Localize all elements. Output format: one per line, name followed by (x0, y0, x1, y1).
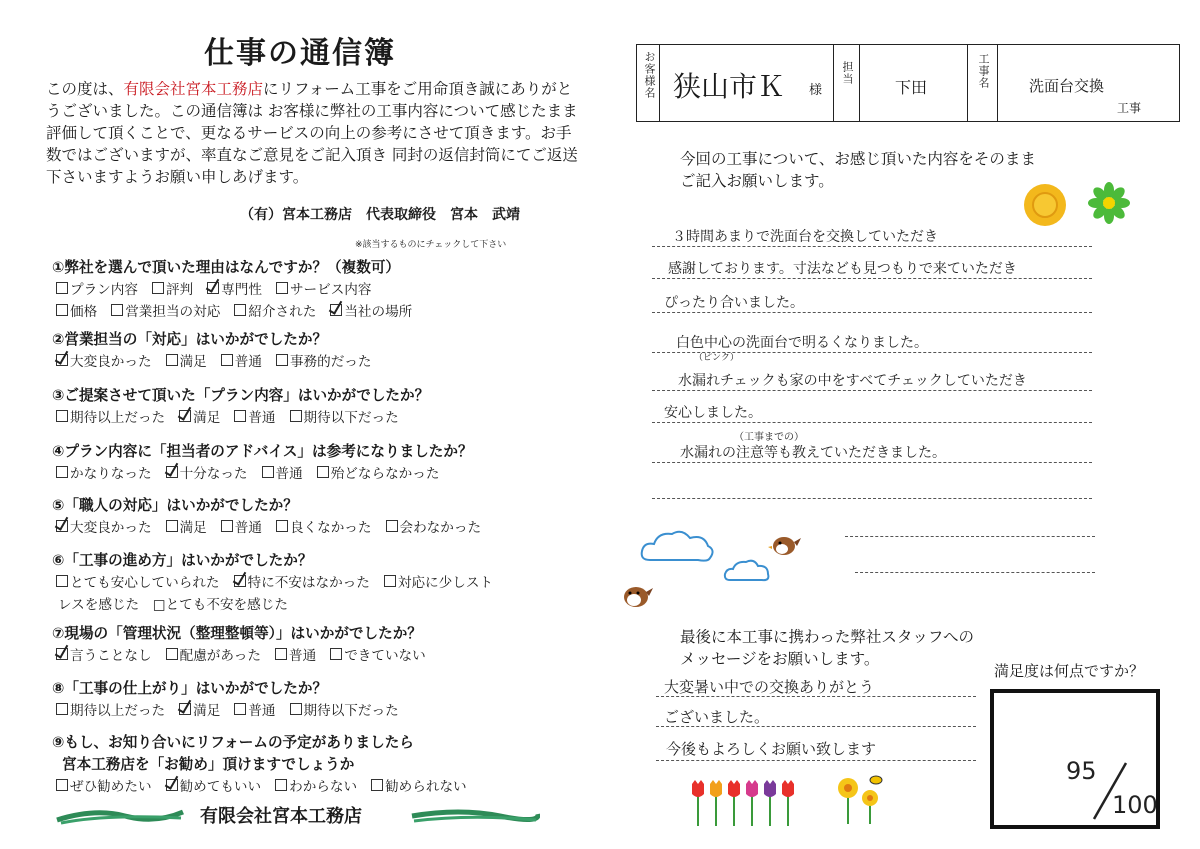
comment-line: ぴったり合いました。 (664, 295, 804, 311)
question-text: ⑥「工事の進め方」はいかがでしたか？ (52, 552, 313, 569)
option-label: 満足 (179, 354, 207, 370)
checkbox[interactable] (56, 282, 68, 294)
checkbox[interactable] (56, 779, 68, 791)
option-label: 満足 (179, 520, 207, 536)
question-text: ④プラン内容に「担当者のアドバイス」は参考になりましたか？ (52, 443, 473, 460)
option-row (56, 300, 412, 320)
option-item[interactable] (234, 300, 316, 320)
checkbox[interactable] (290, 703, 302, 715)
option-item[interactable] (56, 699, 165, 719)
option-label: 言うことなし (70, 648, 152, 664)
checkbox[interactable] (221, 354, 233, 366)
option-label: 当社の場所 (344, 304, 413, 320)
option-item[interactable] (330, 300, 412, 320)
option-item[interactable] (56, 406, 165, 426)
option-item[interactable] (221, 350, 262, 370)
option-item[interactable] (221, 516, 262, 536)
option-item[interactable] (166, 775, 262, 795)
intro-body: にリフォーム工事をご用命頂き誠にありがとうございました。この通信簿は お客様に弊社の工事内容について感じたまま評価して頂くことで、更なるサービスの向上の参考にさせて頂きます。お手数ではございますが、率直なご意見をご記入頂き 同封の返信封筒にてご返送下さいますようお願い申しあげます。 (46, 80, 578, 186)
option-label: わからない (289, 779, 358, 795)
option-item[interactable] (152, 278, 193, 298)
checkbox[interactable] (384, 575, 396, 587)
checkbox[interactable] (179, 703, 191, 715)
option-row (56, 462, 439, 482)
checkbox[interactable] (166, 779, 178, 791)
option-item[interactable] (56, 571, 220, 591)
checkbox[interactable] (166, 354, 178, 366)
checkbox[interactable] (386, 520, 398, 532)
option-item[interactable] (330, 644, 426, 664)
checkbox[interactable] (56, 703, 68, 715)
comment-line: ３時間あまりで洗面台を交換していただき (672, 229, 938, 245)
option-row (56, 644, 426, 664)
option-row (56, 350, 372, 370)
option-wrap-line: レスを感じた □とても不安を感じた (58, 597, 288, 613)
customer-label: お客様名 (643, 51, 656, 99)
option-label: 期待以上だった (70, 410, 166, 426)
option-label: できていない (344, 648, 426, 664)
bird-icon (768, 532, 802, 562)
option-item[interactable] (275, 644, 316, 664)
brush-stroke-right (410, 806, 540, 830)
option-item[interactable] (317, 462, 440, 482)
option-label: 紹介された (248, 304, 317, 320)
rating-value: 95 (1066, 757, 1097, 785)
checkbox[interactable] (207, 282, 219, 294)
checkbox[interactable] (56, 575, 68, 587)
work-name: 洗面台交換 (1029, 77, 1105, 95)
option-label: 期待以下だった (303, 703, 399, 719)
header-table (636, 44, 1180, 122)
option-item[interactable] (386, 516, 482, 536)
checkbox[interactable] (290, 410, 302, 422)
checkbox[interactable] (56, 520, 68, 532)
option-item[interactable] (166, 462, 248, 482)
message-prompt: 最後に本工事に携わった弊社スタッフへの メッセージをお願いします。 (680, 628, 975, 668)
option-item[interactable] (56, 278, 138, 298)
comment-line: 水漏れの注意等も教えていただきました。 (680, 445, 946, 461)
option-label: 対応に少しスト (397, 575, 494, 591)
checkbox[interactable] (234, 703, 246, 715)
checkbox[interactable] (152, 282, 164, 294)
checkbox[interactable] (234, 575, 246, 587)
option-label: 普通 (248, 410, 276, 426)
option-item[interactable] (56, 644, 152, 664)
option-item[interactable] (179, 406, 220, 426)
option-label: 専門性 (221, 282, 262, 298)
question-text: ⑤「職人の対応」はいかがでしたか？ (52, 497, 298, 514)
option-label: 事務的だった (289, 354, 372, 370)
check-note: ※該当するものにチェックして下さい (355, 240, 507, 250)
rating-max: 100 (1112, 791, 1158, 819)
question-text: ⑧「工事の仕上がり」はいかがでしたか？ (52, 680, 328, 697)
option-item[interactable] (384, 571, 493, 591)
option-label: 良くなかった (289, 520, 372, 536)
option-label: 評判 (165, 282, 194, 298)
option-label: 期待以下だった (303, 410, 399, 426)
option-item[interactable] (56, 462, 152, 482)
option-label: 普通 (275, 466, 303, 482)
checkbox[interactable] (317, 466, 329, 478)
question-text: ①弊社を選んで頂いた理由はなんですか？（複数可） (52, 259, 401, 276)
customer-suffix: 様 (809, 83, 823, 98)
question-text: ③ご提案させて頂いた「プラン内容」はいかがでしたか？ (52, 387, 430, 404)
green-flower-icon (1088, 182, 1130, 228)
option-item[interactable] (179, 699, 220, 719)
checkbox[interactable] (166, 520, 178, 532)
question-text: 宮本工務店を「お勧め」頂けますでしょうか (62, 756, 355, 773)
option-label: 会わなかった (399, 520, 482, 536)
checkbox[interactable] (56, 410, 68, 422)
checkbox[interactable] (330, 648, 342, 660)
work-label: 工事名 (977, 53, 990, 89)
option-row (56, 699, 399, 719)
comment-prompt: 今回の工事について、お感じ頂いた内容をそのまま ご記入お願いします。 (680, 150, 1036, 190)
option-row (56, 406, 399, 426)
checkbox[interactable] (275, 648, 287, 660)
checkbox[interactable] (234, 410, 246, 422)
option-item[interactable] (166, 350, 207, 370)
daisy-bee-icon (834, 772, 888, 830)
option-label: 満足 (193, 703, 221, 719)
option-label: プラン内容 (70, 282, 138, 298)
rating-label: 満足度は何点ですか？ (994, 662, 1145, 680)
checkbox[interactable] (221, 520, 233, 532)
bird-icon (618, 582, 654, 614)
checkbox[interactable] (56, 354, 68, 366)
option-item[interactable] (371, 775, 467, 795)
checkbox[interactable] (276, 520, 288, 532)
option-label: 特に不安はなかった (247, 575, 370, 591)
option-label: 満足 (193, 410, 221, 426)
checkbox[interactable] (166, 466, 178, 478)
comment-line: 安心しました。 (664, 405, 762, 421)
option-item[interactable] (262, 462, 303, 482)
comment-note-until-work: （工事までの） (734, 432, 804, 443)
checkbox[interactable] (276, 354, 288, 366)
comment-note-pink: （ピンク） (694, 353, 739, 363)
option-label: 普通 (234, 520, 262, 536)
staff-label: 担当 (841, 61, 854, 85)
message-line: 大変暑い中での交換ありがとう (664, 678, 875, 696)
option-label: 大変良かった (70, 354, 152, 370)
checkbox[interactable] (166, 648, 178, 660)
option-item[interactable] (56, 516, 152, 536)
rating-box (990, 689, 1160, 829)
message-line: 今後もよろしくお願い致します (666, 740, 877, 758)
customer-name: 狭山市Ｋ (673, 70, 786, 103)
option-row (56, 775, 467, 795)
option-label: 勧められない (385, 779, 467, 795)
option-item[interactable] (276, 278, 372, 298)
option-label: 配慮があった (179, 648, 261, 664)
option-label: 期待以上だった (70, 703, 166, 719)
option-label: 営業担当の対応 (125, 304, 221, 320)
option-label: 普通 (289, 648, 317, 664)
intro-company: 有限会社宮本工務店 (123, 80, 264, 98)
staff-name: 下田 (895, 78, 928, 97)
option-item[interactable] (290, 699, 399, 719)
option-item[interactable] (290, 406, 399, 426)
checkbox[interactable] (179, 410, 191, 422)
intro-text (46, 78, 586, 188)
option-item[interactable] (275, 775, 357, 795)
option-label: 十分なった (179, 466, 248, 482)
option-item[interactable] (234, 406, 275, 426)
tulips-icon (688, 778, 808, 832)
checkbox[interactable] (234, 304, 246, 316)
question-text: ②営業担当の「対応」はいかがでしたか？ (52, 331, 328, 348)
option-label: とても安心していられた (70, 575, 220, 591)
signature: （有）宮本工務店 代表取締役 宮本 武靖 (240, 207, 520, 223)
cloud-icon (638, 526, 718, 570)
option-label: ぜひ勧めたい (70, 779, 152, 795)
cloud-icon (722, 556, 772, 588)
option-item[interactable] (166, 644, 261, 664)
option-item[interactable] (111, 300, 220, 320)
brush-stroke-left (55, 806, 185, 830)
option-item[interactable] (234, 571, 370, 591)
checkbox[interactable] (56, 648, 68, 660)
checkbox[interactable] (330, 304, 342, 316)
option-item[interactable] (56, 350, 152, 370)
question-text: ⑦現場の「管理状況（整理整頓等）」はいかがでしたか？ (52, 625, 422, 642)
sunflower-icon (1022, 182, 1068, 232)
option-label: サービス内容 (289, 282, 372, 298)
comment-line: 水漏れチェックも家の中をすべてチェックしていただき (678, 373, 1027, 389)
option-item[interactable] (56, 775, 152, 795)
work-suffix: 工事 (1117, 101, 1142, 115)
checkbox[interactable] (262, 466, 274, 478)
option-label: かなりなった (70, 466, 152, 482)
comment-line: 感謝しております。寸法なども見つもりで来ていただき (668, 261, 1017, 277)
checkbox[interactable] (111, 304, 123, 316)
comment-line: 白色中心の洗面台で明るくなりました。 (676, 335, 928, 351)
option-item[interactable] (207, 278, 262, 298)
intro-pre: この度は、 (46, 80, 124, 98)
option-label: 普通 (234, 354, 262, 370)
option-item[interactable] (276, 350, 372, 370)
checkbox[interactable] (56, 466, 68, 478)
option-row (56, 516, 481, 536)
checkbox[interactable] (276, 282, 288, 294)
option-label: 殆どならなかった (330, 466, 440, 482)
message-line: ございました。 (664, 708, 770, 726)
option-label: 普通 (248, 703, 276, 719)
checkbox[interactable] (275, 779, 287, 791)
option-item[interactable] (276, 516, 372, 536)
page-title: 仕事の通信簿 (204, 36, 396, 71)
footer-company: 有限会社宮本工務店 (200, 806, 362, 827)
option-label: 価格 (70, 304, 98, 320)
question-text: ⑨もし、お知り合いにリフォームの予定がありましたら (52, 734, 414, 751)
option-item[interactable] (56, 300, 97, 320)
option-label: 勧めてもいい (179, 779, 262, 795)
option-row (56, 571, 493, 591)
checkbox[interactable] (56, 304, 68, 316)
option-row (56, 278, 372, 298)
option-item[interactable] (166, 516, 207, 536)
option-item[interactable] (234, 699, 275, 719)
option-label: 大変良かった (70, 520, 152, 536)
checkbox[interactable] (371, 779, 383, 791)
